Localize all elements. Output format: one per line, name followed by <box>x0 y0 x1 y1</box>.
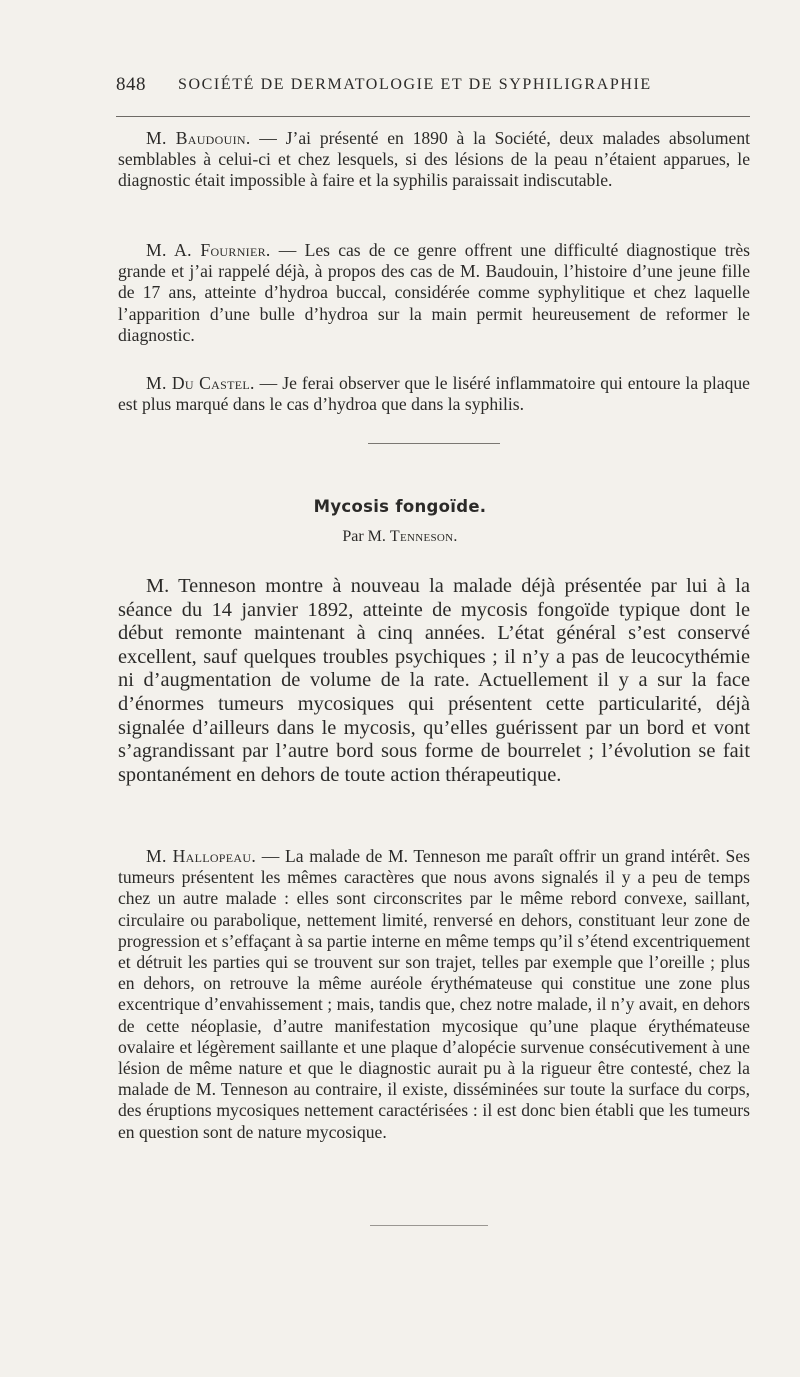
paragraph-baudouin-text: — J’ai présenté en 1890 à la Société, deux malades absolument semblables à celui-ci et chez lesquels, si des lésions de la peau n’étaient apparues, le diagnostic était impossible à faire et la syphilis paraissait indiscutable. <box>118 128 751 191</box>
paragraph-baudouin <box>118 128 750 192</box>
paragraph-fournier <box>118 240 750 346</box>
speaker-baudouin: M. Baudouin. <box>146 128 251 148</box>
running-title: SOCIÉTÉ DE DERMATOLOGIE ET DE SYPHILIGRAPHIE <box>178 76 652 93</box>
paragraph-hallopeau <box>118 846 750 1143</box>
paragraph-du-castel-text: — Je ferai observer que le liséré inflammatoire qui entoure la plaque est plus marqué dans le cas d’hydroa que dans la syphilis. <box>118 373 750 415</box>
section-title: Mycosis fongoïde. <box>313 497 487 516</box>
speaker-fournier: M. A. Fournier. <box>146 240 271 260</box>
header-rule <box>116 116 750 117</box>
page-number: 848 <box>116 74 146 95</box>
paragraph-du-castel <box>118 373 750 415</box>
bottom-rule <box>370 1225 488 1226</box>
speaker-du-castel: M. Du Castel. <box>146 373 255 393</box>
paragraph-hallopeau-text: — La malade de M. Tenneson me paraît offrir un grand intérêt. Ses tumeurs présentent les mêmes caractères que nous avons signalés il y a peu de temps chez un autre malade : elles sont circonscrites par le même rebord convexe, saillant, circulaire ou parabolique, nettement limité, renversé en dehors, constituant leur zone de progression et s’effaçant à sa partie interne en même temps qu’il s’étend excentriquement et détruit les parties qui se trouvent sur son trajet, telles par exemple que l’oreille ; plus en dehors, on retrouve la même auréole érythémateuse qui constitue une zone plus excentrique d’envahissement ; mais, tandis que, chez notre malade, il n’y avait, en dehors de cette néoplasie, d’autre manifestation mycosique qu’une plaque érythémateuse ovalaire et légèrement saillante et une plaque d’alopécie survenue consécutivement à une lésion de même nature et que le diagnostic aurait pu à la rigueur être contesté, chez la malade de M. Tenneson au contraire, il existe, disséminées sur toute la surface du corps, des éruptions mycosiques nettement caractérisées : il est donc bien établi que les tumeurs en question sont de nature mycosique. <box>118 846 750 1142</box>
author-name: Tenneson. <box>389 528 458 545</box>
author-prefix: Par M. <box>342 528 390 545</box>
speaker-hallopeau: M. Hallopeau. <box>146 846 257 866</box>
section-author <box>0 528 800 546</box>
main-paragraph: M. Tenneson montre à nouveau la malade déjà présentée par lui à la séance du 14 janvier 1892, atteinte de mycosis fongoïde typique dont le début remonte maintenant à cinq années. L’état général s’est conservé excellent, sauf quelques troubles psychiques ; il n’y a pas de leucocythémie ni d’augmentation de volume de la rate. Actuellement il y a sur la face d’énormes tumeurs mycosiques qui présentent cette particularité, déjà signalée d’ailleurs dans le mycosis, qu’elles guérissent par un bord et vont s’agrandissant par l’autre bord sous forme de bourrelet ; l’évolution se fait spontanément en dehors de toute action thérapeutique. <box>118 575 750 786</box>
paragraph-fournier-text: — Les cas de ce genre offrent une difficulté diagnostique très grande et j’ai rappelé déjà, à propos des cas de M. Baudouin, l’histoire d’une jeune fille de 17 ans, atteinte d’hydroa buccal, considérée comme syphylitique et chez laquelle l’apparition d’une bulle d’hydroa sur la main permit heureusement de reformer le diagnostic. <box>118 240 750 345</box>
running-header <box>116 74 752 104</box>
section-divider <box>368 443 500 444</box>
